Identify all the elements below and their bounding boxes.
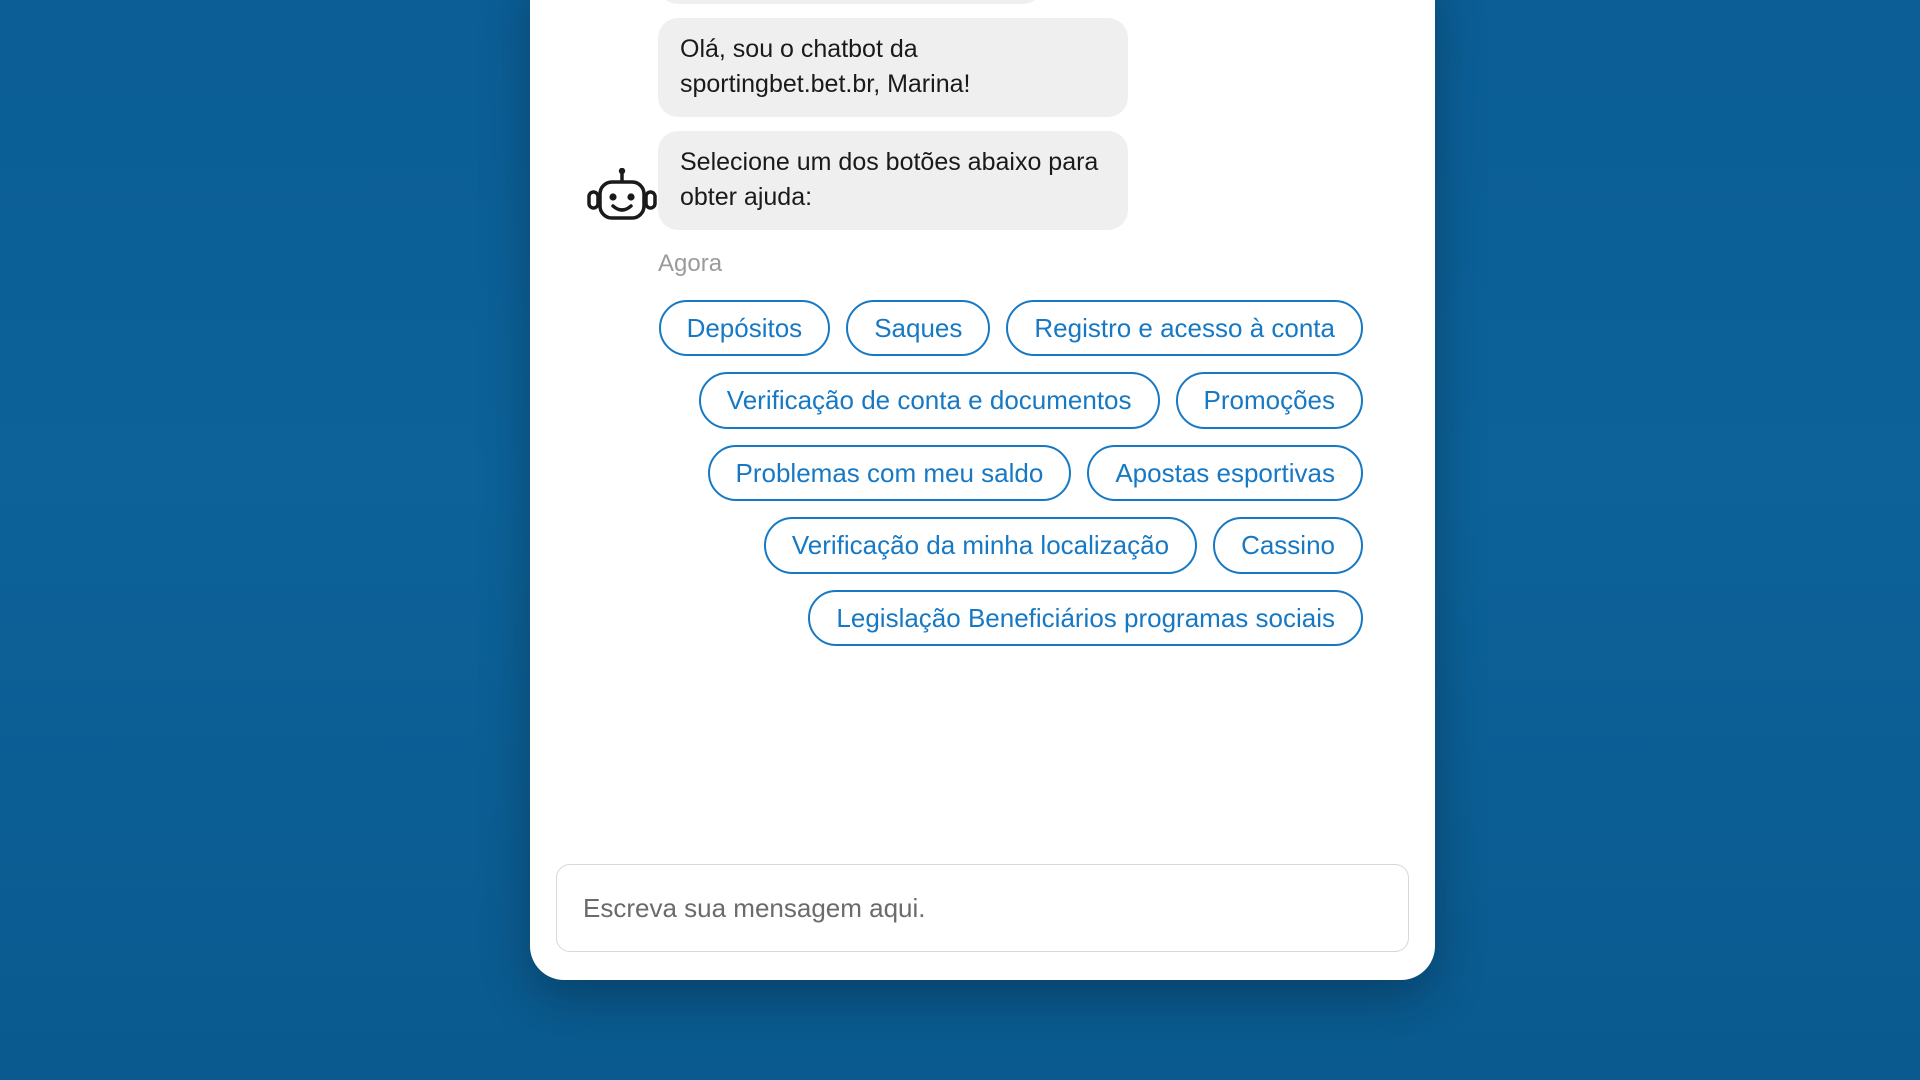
- message-composer[interactable]: [556, 864, 1409, 952]
- bot-message-group: [566, 0, 1399, 244]
- robot-icon: [586, 168, 658, 230]
- quick-reply-problemas-com-meu-saldo[interactable]: Problemas com meu saldo: [708, 445, 1072, 502]
- chat-widget-panel: [530, 0, 1435, 980]
- chat-bubble: Olá, sou o chatbot da sportingbet.bet.br, Marina!: [658, 18, 1128, 117]
- message-input[interactable]: [581, 892, 1384, 925]
- message-list: [530, 0, 1435, 825]
- quick-reply-apostas-esportivas[interactable]: Apostas esportivas: [1087, 445, 1363, 502]
- quick-reply-promocoes[interactable]: Promoções: [1176, 372, 1364, 429]
- quick-reply-depositos[interactable]: Depósitos: [659, 300, 831, 357]
- quick-reply-verificacao-de-conta-e-documentos[interactable]: Verificação de conta e documentos: [699, 372, 1160, 429]
- quick-reply-saques[interactable]: Saques: [846, 300, 990, 357]
- quick-reply-verificacao-da-minha-localizacao[interactable]: Verificação da minha localização: [764, 517, 1197, 574]
- chat-bubble: [658, 0, 1043, 4]
- quick-reply-list: [566, 300, 1399, 647]
- message-timestamp: Agora: [658, 249, 723, 277]
- chat-bubble: Selecione um dos botões abaixo para obter ajuda:: [658, 131, 1128, 230]
- quick-reply-legislacao-beneficiarios-programas-sociais[interactable]: Legislação Beneficiários programas sociais: [808, 590, 1363, 647]
- quick-reply-registro-e-acesso-a-conta[interactable]: Registro e acesso à conta: [1006, 300, 1363, 357]
- bubble-column: [658, 0, 1399, 244]
- quick-reply-cassino[interactable]: Cassino: [1213, 517, 1363, 574]
